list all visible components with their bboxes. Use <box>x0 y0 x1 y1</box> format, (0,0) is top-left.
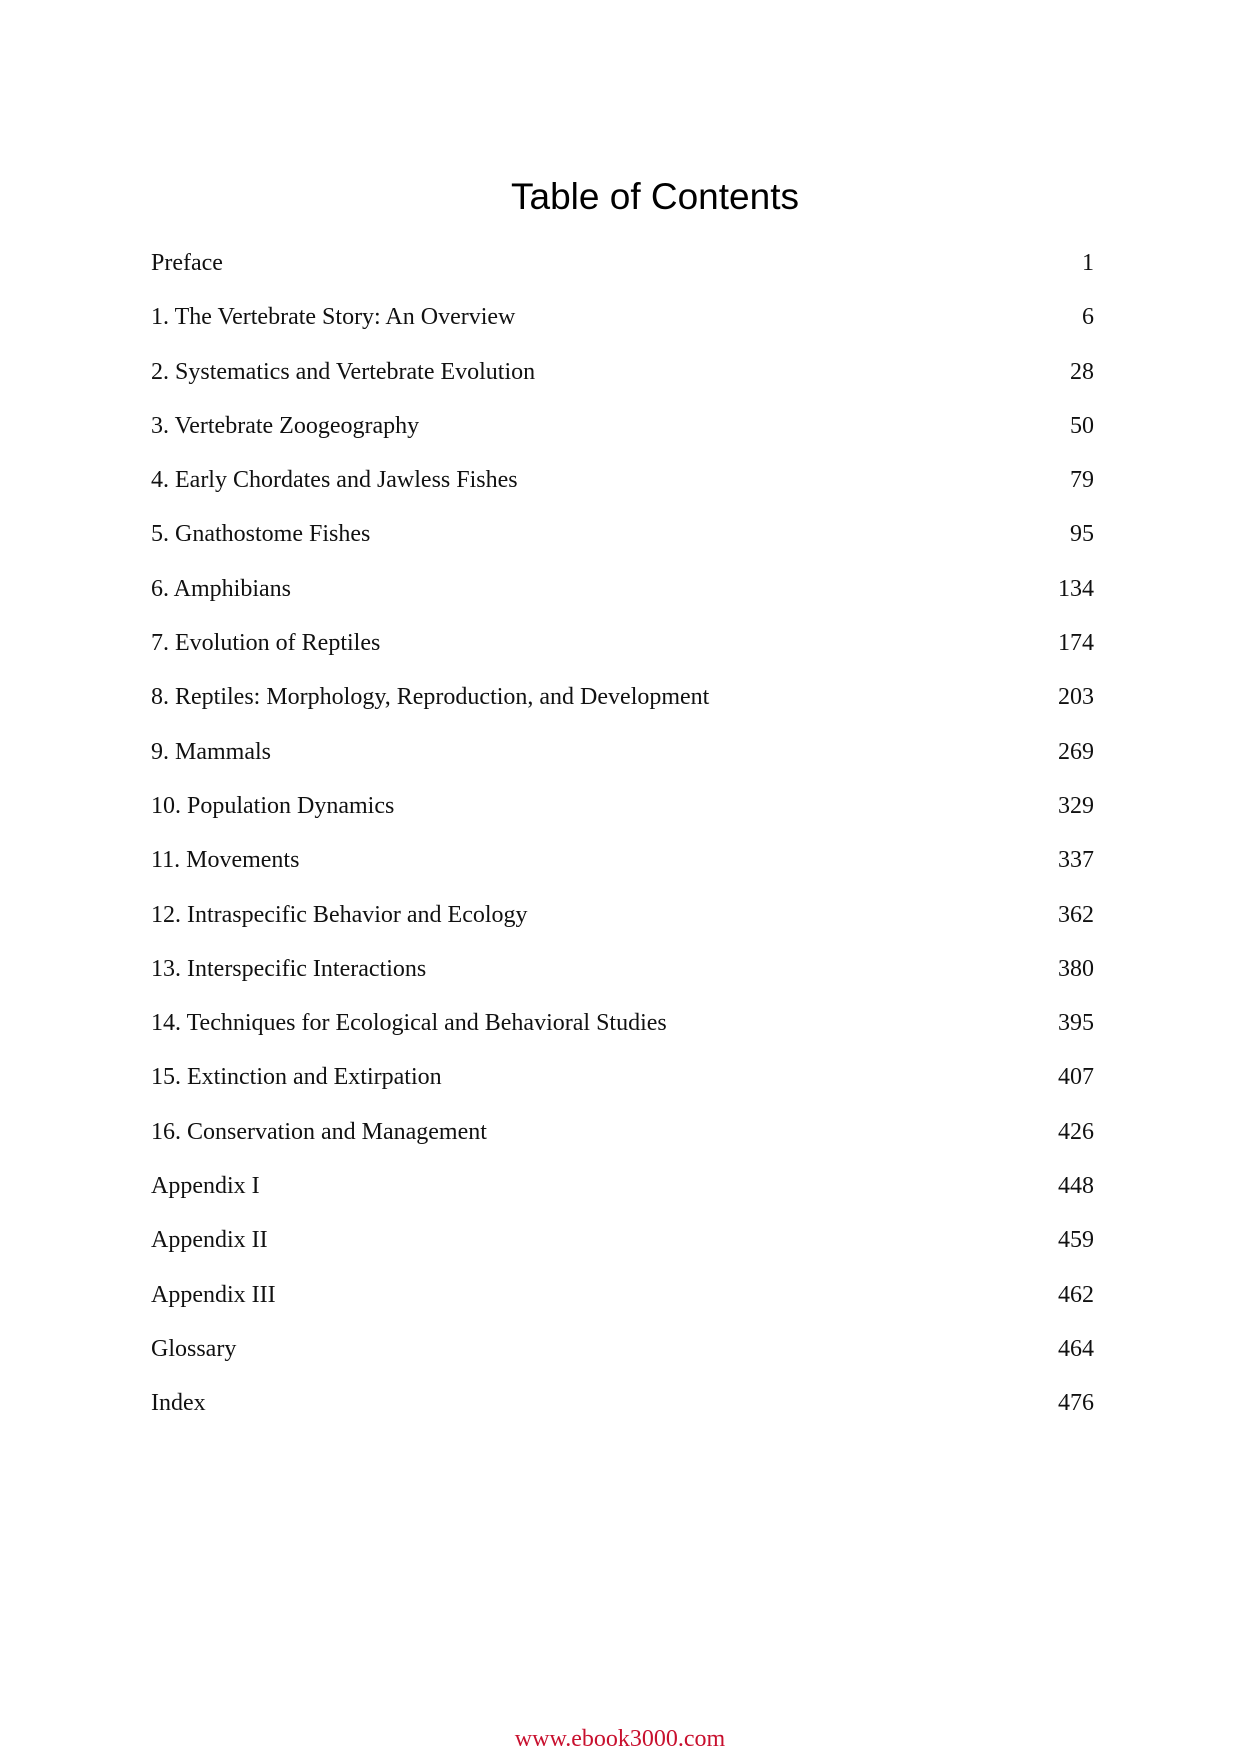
toc-entry-label: 3. Vertebrate Zoogeography <box>151 412 420 439</box>
toc-entry-chapter-12 <box>151 900 1094 954</box>
toc-entry-chapter-1 <box>151 302 1094 356</box>
toc-entry-label: 5. Gnathostome Fishes <box>151 521 371 548</box>
toc-entry-page-number: 95 <box>1070 521 1094 548</box>
toc-entry-preface <box>151 248 1094 302</box>
toc-entry-page-number: 50 <box>1070 412 1094 439</box>
toc-entry-glossary <box>151 1334 1094 1388</box>
toc-entry-chapter-10 <box>151 791 1094 845</box>
toc-entry-page-number: 28 <box>1070 358 1094 385</box>
toc-entry-page-number: 6 <box>1082 304 1094 331</box>
toc-entry-label: 10. Population Dynamics <box>151 792 395 819</box>
toc-entry-page-number: 203 <box>1058 684 1094 711</box>
toc-entry-label: Glossary <box>151 1335 237 1362</box>
toc-entry-appendix-2 <box>151 1225 1094 1279</box>
toc-entry-chapter-4 <box>151 465 1094 519</box>
toc-entry-chapter-9 <box>151 737 1094 791</box>
toc-entry-label: 9. Mammals <box>151 738 271 765</box>
toc-entry-page-number: 459 <box>1058 1227 1094 1254</box>
toc-entry-label: 12. Intraspecific Behavior and Ecology <box>151 901 528 928</box>
toc-entry-chapter-8 <box>151 682 1094 736</box>
toc-entry-page-number: 464 <box>1058 1335 1094 1362</box>
toc-entry-chapter-7 <box>151 628 1094 682</box>
toc-entry-chapter-15 <box>151 1062 1094 1116</box>
toc-entry-label: 11. Movements <box>151 847 300 874</box>
toc-entry-chapter-16 <box>151 1117 1094 1171</box>
toc-entry-label: 16. Conservation and Management <box>151 1118 487 1145</box>
toc-entry-label: 4. Early Chordates and Jawless Fishes <box>151 467 518 494</box>
toc-entry-chapter-5 <box>151 519 1094 573</box>
table-of-contents <box>151 248 1094 1443</box>
toc-entry-label: 1. The Vertebrate Story: An Overview <box>151 304 516 331</box>
toc-entry-page-number: 395 <box>1058 1010 1094 1037</box>
toc-entry-page-number: 380 <box>1058 955 1094 982</box>
toc-entry-label: Preface <box>151 250 223 276</box>
toc-entry-label: 14. Techniques for Ecological and Behavioral Studies <box>151 1010 667 1037</box>
toc-entry-label: Index <box>151 1390 206 1417</box>
toc-entry-chapter-13 <box>151 954 1094 1008</box>
toc-entry-appendix-1 <box>151 1171 1094 1225</box>
toc-entry-label: 2. Systematics and Vertebrate Evolution <box>151 358 536 385</box>
toc-entry-page-number: 1 <box>1082 250 1094 276</box>
toc-entry-page-number: 476 <box>1058 1390 1094 1417</box>
toc-entry-label: 6. Amphibians <box>151 575 292 602</box>
toc-entry-label: 13. Interspecific Interactions <box>151 955 427 982</box>
page-title: Table of Contents <box>511 176 799 217</box>
toc-entry-page-number: 426 <box>1058 1118 1094 1145</box>
toc-entry-page-number: 407 <box>1058 1064 1094 1091</box>
toc-entry-page-number: 329 <box>1058 792 1094 819</box>
toc-entry-label: Appendix I <box>151 1173 260 1200</box>
toc-entry-label: 8. Reptiles: Morphology, Reproduction, and Development <box>151 684 710 711</box>
toc-entry-index <box>151 1388 1094 1442</box>
toc-entry-chapter-3 <box>151 411 1094 465</box>
toc-entry-chapter-6 <box>151 574 1094 628</box>
toc-entry-chapter-2 <box>151 357 1094 411</box>
toc-entry-label: Appendix II <box>151 1227 268 1254</box>
toc-entry-page-number: 269 <box>1058 738 1094 765</box>
toc-entry-chapter-14 <box>151 1008 1094 1062</box>
toc-entry-label: Appendix III <box>151 1281 276 1308</box>
footer-link[interactable]: www.ebook3000.com <box>514 1726 726 1752</box>
toc-entry-label: 15. Extinction and Extirpation <box>151 1064 442 1091</box>
toc-entry-appendix-3 <box>151 1280 1094 1334</box>
toc-entry-chapter-11 <box>151 845 1094 899</box>
toc-entry-label: 7. Evolution of Reptiles <box>151 630 381 657</box>
toc-entry-page-number: 362 <box>1058 901 1094 928</box>
toc-entry-page-number: 134 <box>1058 575 1094 602</box>
toc-entry-page-number: 79 <box>1070 467 1094 494</box>
toc-entry-page-number: 337 <box>1058 847 1094 874</box>
toc-entry-page-number: 462 <box>1058 1281 1094 1308</box>
toc-entry-page-number: 448 <box>1058 1173 1094 1200</box>
toc-entry-page-number: 174 <box>1058 630 1094 657</box>
